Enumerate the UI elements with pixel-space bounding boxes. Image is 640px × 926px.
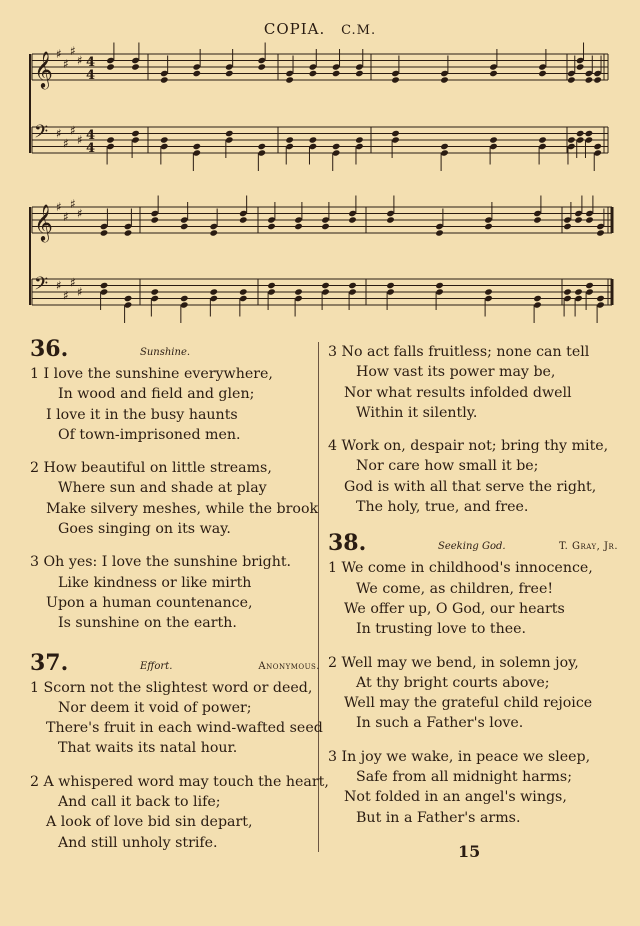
hymn-subtitle: Effort. xyxy=(140,660,173,672)
sharp-icon: ♯ xyxy=(56,200,62,214)
note-head xyxy=(180,223,189,230)
note-head xyxy=(533,295,542,302)
note-head xyxy=(435,282,444,289)
treble-clef-icon: 𝄞 xyxy=(34,203,53,241)
verse-line: 4 Work on, despair not; bring thy mite, xyxy=(328,438,609,455)
tune-name: COPIA. xyxy=(263,20,326,38)
hymn-subtitle: Sunshine. xyxy=(140,347,191,358)
note-head xyxy=(332,70,341,77)
treble-clef-icon: 𝄞 xyxy=(34,50,53,88)
note-head xyxy=(100,282,109,289)
verse-line: 1 Scorn not the slightest word or deed, xyxy=(30,679,313,696)
note-head xyxy=(209,229,218,236)
hymn-37-continued xyxy=(328,342,618,517)
bass-clef-icon: 𝄢 xyxy=(34,122,49,147)
sharp-icon: ♯ xyxy=(63,136,69,151)
hymn-36 xyxy=(30,336,320,634)
sharp-icon: ♯ xyxy=(56,126,62,141)
note-head xyxy=(321,282,330,289)
verse-line: At thy bright courts above; xyxy=(356,674,550,691)
verse-line: Nor what results infolded dwell xyxy=(344,384,572,401)
note-head xyxy=(386,216,395,223)
verse-line: In trusting love to thee. xyxy=(356,621,527,638)
note-head xyxy=(440,76,449,83)
sharp-icon: ♯ xyxy=(70,43,76,58)
verse-line: Where sun and shade at play xyxy=(58,480,267,497)
sharp-icon: ♯ xyxy=(70,123,76,138)
verse-line: 2 A whispered word may touch the heart, xyxy=(30,773,329,790)
right-column xyxy=(328,342,618,841)
stanza xyxy=(328,436,618,517)
note-head xyxy=(239,216,248,223)
note-head xyxy=(192,70,201,77)
note-head xyxy=(321,223,330,230)
note-head xyxy=(391,130,400,137)
stanza xyxy=(30,364,320,445)
note-head xyxy=(124,295,133,302)
note-head xyxy=(355,70,364,77)
time-signature-bottom: 4 xyxy=(86,68,96,83)
stanza xyxy=(30,772,329,853)
hymn-author: Anonymous. xyxy=(258,660,320,672)
note-head xyxy=(124,229,133,236)
verse-line: But in a Father's arms. xyxy=(356,809,521,826)
verse-line: In such a Father's love. xyxy=(356,715,524,732)
note-head xyxy=(484,288,493,295)
verse-line: There's fruit in each wind-wafted seed xyxy=(46,720,323,737)
note-head xyxy=(160,136,169,143)
note-head xyxy=(355,136,364,143)
note-head xyxy=(225,130,234,137)
sharp-icon: ♯ xyxy=(63,288,69,303)
sharp-icon: ♯ xyxy=(56,47,62,61)
sharp-icon: ♯ xyxy=(63,56,69,71)
note-head xyxy=(563,223,572,230)
verse-line: Of town-imprisoned men. xyxy=(58,426,241,443)
note-head xyxy=(257,63,266,70)
note-head xyxy=(585,76,594,83)
note-head xyxy=(596,295,605,302)
music-score xyxy=(0,0,640,330)
hymn-number: 38. xyxy=(328,530,367,557)
note-head xyxy=(100,229,109,236)
stanza xyxy=(328,653,618,734)
note-head xyxy=(294,288,303,295)
verse-line: 3 No act falls fruitless; none can tell xyxy=(328,344,590,360)
stanza xyxy=(30,458,320,539)
verse-line: Make silvery meshes, while the brook xyxy=(46,500,319,517)
note-head xyxy=(106,63,115,70)
verse-line: 2 How beautiful on little streams, xyxy=(30,460,272,477)
verse-line: And still unholy strife. xyxy=(58,834,218,851)
sharp-icon: ♯ xyxy=(77,206,83,221)
verse-line: Upon a human countenance, xyxy=(46,594,253,611)
hymn-header xyxy=(30,336,320,362)
verse-line: Safe from all midnight harms; xyxy=(356,769,572,786)
verse-line: 3 In joy we wake, in peace we sleep, xyxy=(328,748,591,765)
note-head xyxy=(386,282,395,289)
note-head xyxy=(489,136,498,143)
note-head xyxy=(239,288,248,295)
time-signature-top: 4 xyxy=(86,128,96,143)
sharp-icon: ♯ xyxy=(77,285,83,299)
hymn-38 xyxy=(328,530,618,828)
note-head xyxy=(585,130,594,137)
note-head xyxy=(209,288,218,295)
note-head xyxy=(484,223,493,230)
note-head xyxy=(267,223,276,230)
note-head xyxy=(150,216,159,223)
note-head xyxy=(294,223,303,230)
hymn-number: 36. xyxy=(30,336,69,362)
time-signature-bottom: 4 xyxy=(86,141,96,156)
verse-line: Like kindness or like mirth xyxy=(58,574,252,591)
verse-line: We offer up, O God, our hearts xyxy=(344,600,565,617)
hymn-header xyxy=(328,530,618,556)
note-head xyxy=(332,143,341,150)
stanza xyxy=(328,747,618,828)
hymn-37 xyxy=(30,649,329,853)
verse-line: Not folded in an angel's wings, xyxy=(344,789,567,806)
verse-line: We come, as children, free! xyxy=(356,580,554,597)
note-head xyxy=(131,130,140,137)
note-head xyxy=(489,70,498,77)
note-head xyxy=(435,229,444,236)
note-head xyxy=(576,63,585,70)
sharp-icon: ♯ xyxy=(63,209,69,224)
sharp-icon: ♯ xyxy=(77,53,83,68)
note-head xyxy=(225,70,234,77)
note-head xyxy=(538,70,547,77)
stanza xyxy=(328,558,618,639)
tune-meter: C.M. xyxy=(341,23,377,38)
hymn-subtitle: Seeking God. xyxy=(438,541,506,553)
stanza xyxy=(30,678,323,759)
note-head xyxy=(576,130,585,137)
verse-line: 1 We come in childhood's innocence, xyxy=(328,560,593,577)
note-head xyxy=(106,136,115,143)
note-head xyxy=(285,76,294,83)
left-column xyxy=(30,336,329,866)
page-number: 15 xyxy=(458,842,481,861)
verse-line: How vast its power may be, xyxy=(356,364,556,381)
verse-line: Goes singing on its way. xyxy=(58,521,231,538)
note-head xyxy=(567,76,576,83)
hymn-number: 37. xyxy=(30,649,69,676)
sharp-icon: ♯ xyxy=(70,196,76,211)
note-head xyxy=(538,136,547,143)
note-head xyxy=(160,76,169,83)
note-head xyxy=(593,143,602,150)
note-head xyxy=(150,288,159,295)
verse-line: 1 I love the sunshine everywhere, xyxy=(30,366,273,382)
verse-line: Is sunshine on the earth. xyxy=(58,615,237,632)
note-head xyxy=(593,76,602,83)
sharp-icon: ♯ xyxy=(56,278,62,293)
note-head xyxy=(285,136,294,143)
note-head xyxy=(563,288,572,295)
stanza xyxy=(30,552,320,633)
note-head xyxy=(131,63,140,70)
note-head xyxy=(309,136,318,143)
sharp-icon: ♯ xyxy=(77,133,83,147)
note-head xyxy=(348,216,357,223)
verse-line: I love it in the busy haunts xyxy=(46,406,238,423)
verse-line: Nor deem it void of power; xyxy=(58,699,252,716)
verse-line: That waits its natal hour. xyxy=(58,740,238,757)
note-head xyxy=(192,143,201,150)
note-head xyxy=(348,282,357,289)
verse-line: God is with all that serve the right, xyxy=(344,478,597,495)
note-head xyxy=(309,70,318,77)
time-signature-top: 4 xyxy=(86,55,96,70)
verse-line: Nor care how small it be; xyxy=(356,458,539,475)
verse-line: 2 Well may we bend, in solemn joy, xyxy=(328,654,579,671)
note-head xyxy=(180,295,189,302)
note-head xyxy=(585,282,594,289)
note-head xyxy=(533,216,542,223)
note-head xyxy=(574,216,583,223)
note-head xyxy=(257,143,266,150)
bass-clef-icon: 𝄢 xyxy=(34,274,49,299)
note-head xyxy=(574,288,583,295)
hymn-header xyxy=(30,650,320,676)
hymn-author: T. Gray, Jr. xyxy=(558,541,618,553)
verse-line: In wood and field and glen; xyxy=(58,386,255,403)
note-head xyxy=(596,229,605,236)
sharp-icon: ♯ xyxy=(70,275,76,290)
verse-line: 3 Oh yes: I love the sunshine bright. xyxy=(30,554,292,571)
note-head xyxy=(567,136,576,143)
verse-line: The holy, true, and free. xyxy=(356,499,529,516)
stanza xyxy=(328,342,618,423)
note-head xyxy=(391,76,400,83)
verse-line: Within it silently. xyxy=(356,404,478,421)
verse-line: Well may the grateful child rejoice xyxy=(344,695,593,712)
note-head xyxy=(585,216,594,223)
note-head xyxy=(440,143,449,150)
verse-line: A look of love bid sin depart, xyxy=(46,814,253,831)
note-head xyxy=(267,282,276,289)
verse-line: And call it back to life; xyxy=(58,794,221,811)
